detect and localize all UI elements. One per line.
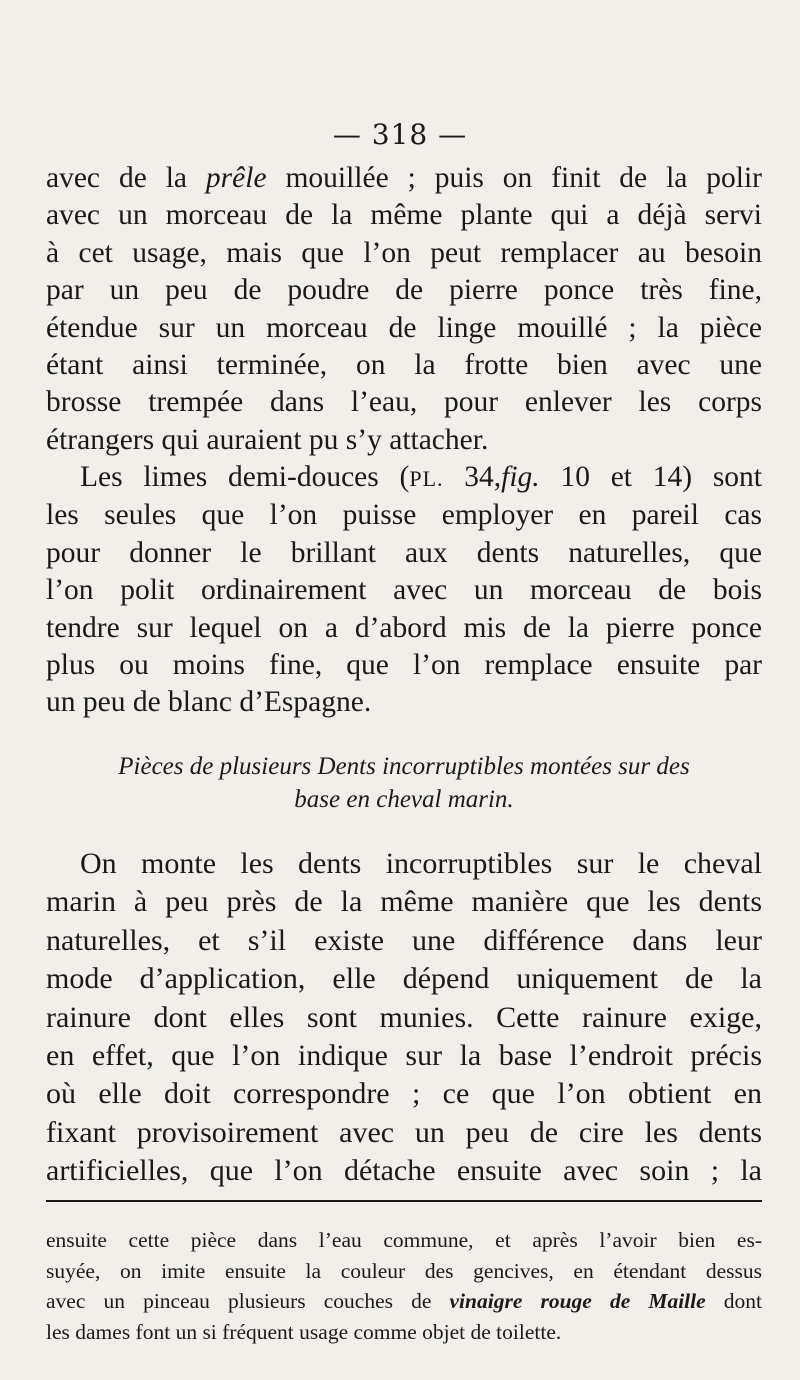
section-heading bbox=[46, 750, 762, 816]
emphasis-prele: prêle bbox=[205, 162, 267, 194]
text-run: avec de la bbox=[46, 162, 206, 194]
footnote-line bbox=[46, 1286, 762, 1317]
text-line: marin à peu près de la même manière que les dents bbox=[46, 885, 762, 919]
text-line: rainure dont elles sont munies. Cette rainure exige, bbox=[46, 1000, 762, 1034]
heading-line: base en cheval marin. bbox=[294, 786, 514, 813]
text-line: avec un morceau de la même plante qui a déjà servi bbox=[46, 199, 762, 232]
text-line: On monte les dents incorruptibles sur le cheval bbox=[80, 847, 762, 880]
text-line: artificielles, que l’on détache ensuite avec soin ; la bbox=[46, 1154, 762, 1188]
text-line: brosse trempée dans l’eau, pour enlever les corps bbox=[46, 386, 762, 419]
text-line: naturelles, et s’il existe une différence dans leur bbox=[46, 923, 762, 957]
footnote bbox=[46, 1225, 762, 1347]
text-run: dont bbox=[705, 1289, 762, 1314]
text-line: étrangers qui auraient pu s’y attacher. bbox=[46, 423, 489, 456]
text-line bbox=[46, 160, 762, 197]
figure-abbreviation: fig. bbox=[501, 461, 540, 493]
heading-line: Pièces de plusieurs Dents incorruptibles montées sur des bbox=[118, 753, 690, 780]
plate-abbreviation: PL. bbox=[409, 466, 444, 491]
text-line: par un peu de poudre de pierre ponce très fine, bbox=[46, 274, 762, 307]
text-run: avec un pinceau plusieurs couches de bbox=[46, 1289, 450, 1314]
paragraph-3 bbox=[46, 845, 762, 1191]
text-line: tendre sur lequel on a d’abord mis de la pierre ponce bbox=[46, 611, 762, 644]
text-run: 10 et 14) sont bbox=[539, 461, 763, 493]
emphasis-vinaigre: vinaigre rouge de Maille bbox=[449, 1289, 706, 1314]
paragraph-2 bbox=[46, 459, 762, 722]
text-line bbox=[46, 459, 762, 497]
footnote-line: les dames font un si fréquent usage comme objet de toilette. bbox=[46, 1319, 562, 1344]
text-line: étant ainsi terminée, on la frotte bien avec une bbox=[46, 349, 762, 382]
text-line: où elle doit correspondre ; ce que l’on obtient en bbox=[46, 1077, 762, 1111]
footnote-line: suyée, on imite ensuite la couleur des gencives, en étendant dessus bbox=[46, 1258, 762, 1283]
text-line: mode d’application, elle dépend uniquement de la bbox=[46, 962, 762, 996]
text-line: à cet usage, mais que l’on peut remplacer au besoin bbox=[46, 236, 762, 269]
footnote-divider bbox=[46, 1200, 762, 1202]
text-line: plus ou moins fine, que l’on remplace ensuite par bbox=[46, 649, 762, 682]
text-line: pour donner le brillant aux dents naturelles, que bbox=[46, 536, 762, 569]
footnote-line: ensuite cette pièce dans l’eau commune, et après l’avoir bien es- bbox=[46, 1228, 762, 1252]
text-line: les seules que l’on puisse employer en pareil cas bbox=[46, 499, 762, 532]
text-line: en effet, que l’on indique sur la base l’endroit précis bbox=[46, 1039, 762, 1073]
page-number: — 318 — bbox=[332, 118, 468, 151]
text-line: étendue sur un morceau de linge mouillé ; la pièce bbox=[46, 311, 762, 344]
text-line: fixant provisoirement avec un peu de cire les dents bbox=[46, 1115, 762, 1149]
text-line: un peu de blanc d’Espagne. bbox=[46, 686, 372, 719]
paragraph-1 bbox=[46, 160, 762, 459]
text-run: 34, bbox=[443, 461, 502, 493]
text-run: mouillée ; puis on finit de la polir bbox=[266, 162, 762, 194]
text-line: l’on polit ordinairement avec un morceau de bois bbox=[46, 574, 762, 607]
text-run: Les limes demi-douces ( bbox=[80, 461, 410, 493]
